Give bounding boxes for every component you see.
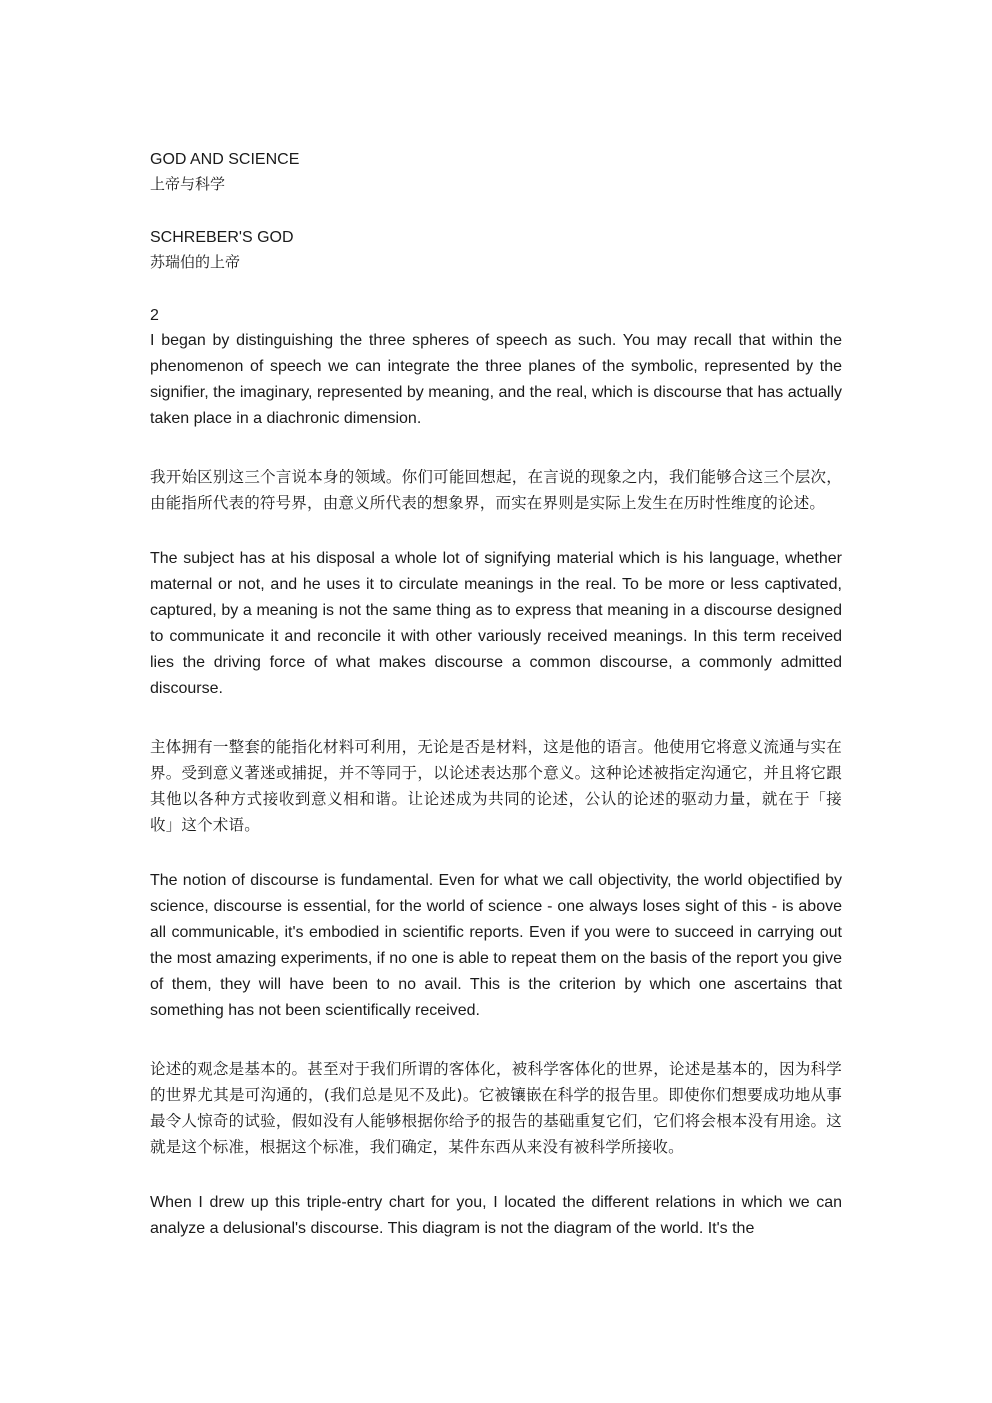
paragraph-chinese: 主体拥有一整套的能指化材料可利用，无论是否是材料，这是他的语言。他使用它将意义流通与实在界。受到意义著迷或捕捉，并不等同于，以论述表达那个意义。这种论述被指定沟通它，并且将它跟其他以各种方式接收到意义相和谐。让论述成为共同的论述，公认的论述的驱动力量，就在于「接收」这个术语。 xyxy=(150,738,842,834)
document-page xyxy=(150,148,842,1242)
paragraph-chinese: 论述的观念是基本的。甚至对于我们所谓的客体化，被科学客体化的世界，论述是基本的，因为科学的世界尤其是可沟通的，(我们总是见不及此)。它被镶嵌在科学的报告里。即使你们想要成功地从事最令人惊奇的试验，假如没有人能够根据你给予的报告的基础重复它们，它们将会根本没有用途。这就是这个标准，根据这个标准，我们确定，某件东西从来没有被科学所接收。 xyxy=(150,1060,842,1156)
paragraph-english: The subject has at his disposal a whole lot of signifying material which is his language, whether maternal or not, and he uses it to circulate meanings in the real. To be more or less captivated, captured, by a meaning is not the same thing as to express that meaning in a discourse designed to communicate it and reconcile it with other variously received meanings. In this term received lies the driving force of what makes discourse a common discourse, a commonly admitted discourse. xyxy=(150,550,842,697)
heading-english: SCHREBER'S GOD xyxy=(150,229,294,246)
paragraph-chinese: 我开始区别这三个言说本身的领域。你们可能回想起，在言说的现象之内，我们能够合这三个层次，由能指所代表的符号界，由意义所代表的想象界，而实在界则是实际上发生在历时性维度的论述。 xyxy=(150,468,842,512)
section-heading-god-and-science xyxy=(150,148,842,196)
page-number: 2 xyxy=(150,307,159,324)
heading-chinese: 苏瑞伯的上帝 xyxy=(150,253,241,271)
paragraph-english: I began by distinguishing the three spheres of speech as such. You may recall that within the phenomenon of speech we can integrate the three planes of the symbolic, represented by the signifier, the imaginary, represented by meaning, and the real, which is discourse that has actually taken place in a diachronic dimension. xyxy=(150,332,842,427)
paragraph-english-truncated: When I drew up this triple-entry chart for you, I located the different relations in which we can analyze a delusional's discourse. This diagram is not the diagram of the world. It's the xyxy=(150,1194,842,1237)
section-heading-schrebers-god xyxy=(150,226,842,274)
paragraph-english: The notion of discourse is fundamental. Even for what we call objectivity, the world objectified by science, discourse is essential, for the world of science - one always loses sight of this - is above all communicable, it's embodied in scientific reports. Even if you were to succeed in carrying out the most amazing experiments, if no one is able to repeat them on the basis of the report you give of them, they will have been to no avail. This is the criterion by which one ascertains that something has not been scientifically received. xyxy=(150,872,842,1019)
heading-chinese: 上帝与科学 xyxy=(150,175,226,193)
heading-english: GOD AND SCIENCE xyxy=(150,151,300,168)
